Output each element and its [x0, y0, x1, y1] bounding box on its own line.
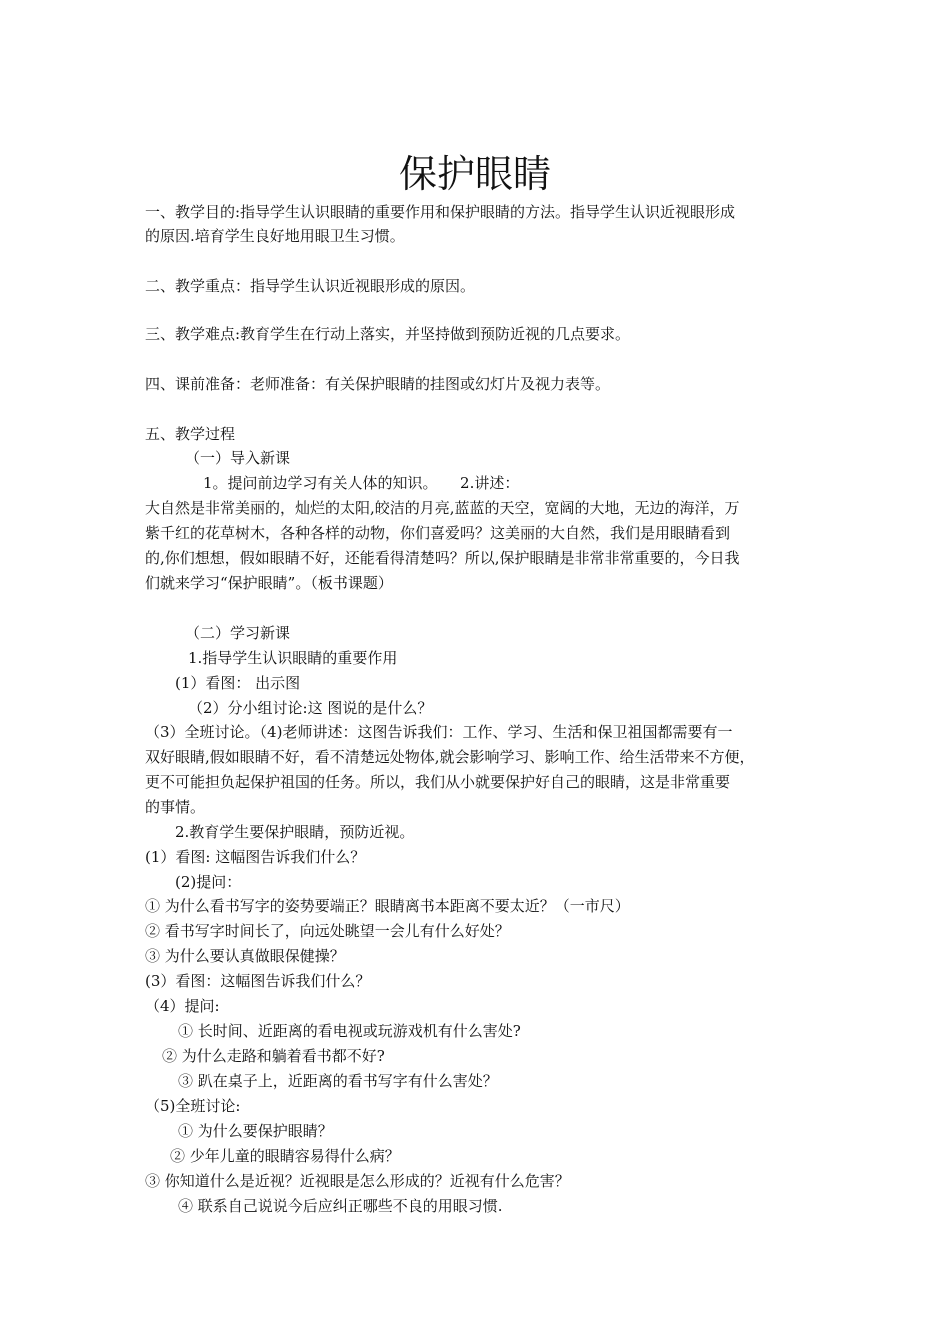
body-line: 一、教学目的:指导学生认识眼睛的重要作用和保护眼睛的方法。指导学生认识近视眼形成 [145, 203, 736, 221]
body-line: 双好眼睛,假如眼睛不好，看不清楚远处物体,就会影响学习、影响工作、给生活带来不方便， [145, 748, 755, 766]
body-line: ② 为什么走路和躺着看书都不好? [162, 1047, 385, 1065]
body-line: 的事情。 [145, 798, 206, 816]
body-line: 更不可能担负起保护祖国的任务。所以，我们从小就要保护好自己的眼睛，这是非常重要 [145, 773, 731, 791]
body-line: ① 长时间、近距离的看电视或玩游戏机有什么害处? [178, 1022, 521, 1040]
body-line: 1.指导学生认识眼睛的重要作用 [188, 649, 398, 667]
body-line: 的原因.培育学生良好地用眼卫生习惯。 [145, 227, 405, 245]
body-line: 2.教育学生要保护眼睛，预防近视。 [175, 823, 415, 841]
body-line: 大自然是非常美丽的，灿烂的太阳,皎洁的月亮,蓝蓝的天空，宽阔的大地，无边的海洋，万 [145, 499, 740, 517]
body-line: （一）导入新课 [185, 449, 291, 467]
body-line: ① 为什么看书写字的姿势要端正？眼睛离书本距离不要太近？（一市尺） [145, 897, 630, 915]
body-line: ③ 你知道什么是近视？近视眼是怎么形成的？近视有什么危害？ [145, 1172, 570, 1190]
body-line: (2)提问： [175, 873, 242, 891]
body-line: （二）学习新课 [185, 624, 291, 642]
body-line: 1。提问前边学习有关人体的知识。 2.讲述： [203, 474, 520, 492]
body-line: (1）看图: 这幅图告诉我们什么？ [145, 848, 366, 866]
body-line: (3）看图：这幅图告诉我们什么？ [145, 972, 371, 990]
body-line: （5)全班讨论: [145, 1097, 241, 1115]
body-line: 四、课前准备：老师准备：有关保护眼睛的挂图或幻灯片及视力表等。 [145, 375, 611, 393]
body-line: ② 少年儿童的眼睛容易得什么病？ [170, 1147, 400, 1165]
body-line: ① 为什么要保护眼睛？ [178, 1122, 333, 1140]
body-line: ④ 联系自己说说今后应纠正哪些不良的用眼习惯. [178, 1197, 503, 1215]
document-title: 保护眼睛 [398, 152, 551, 196]
body-line: 五、教学过程 [145, 425, 236, 443]
body-line: （3）全班讨论。（4)老师讲述：这图告诉我们：工作、学习、生活和保卫祖国都需要有一 [145, 723, 733, 741]
body-line: 三、教学难点:教育学生在行动上落实，并坚持做到预防近视的几点要求。 [145, 325, 631, 343]
body-line: 二、教学重点：指导学生认识近视眼形成的原因。 [145, 277, 476, 295]
body-line: (1）看图： 出示图 [175, 674, 301, 692]
body-line: 们就来学习“保护眼睛”。（板书课题） [145, 574, 393, 592]
body-line: 的,你们想想，假如眼睛不好，还能看得清楚吗？所以,保护眼睛是非常非常重要的，今日我 [145, 549, 740, 567]
body-line: （4）提问: [145, 997, 220, 1015]
body-line: 紫千红的花草树木，各种各样的动物，你们喜爱吗？这美丽的大自然，我们是用眼睛看到 [145, 524, 731, 542]
body-line: ② 看书写字时间长了，向远处眺望一会儿有什么好处？ [145, 922, 510, 940]
body-line: （2）分小组讨论:这 图说的是什么？ [188, 699, 433, 717]
body-line: ③ 趴在桌子上，近距离的看书写字有什么害处？ [178, 1072, 498, 1090]
body-line: ③ 为什么要认真做眼保健操？ [145, 947, 345, 965]
